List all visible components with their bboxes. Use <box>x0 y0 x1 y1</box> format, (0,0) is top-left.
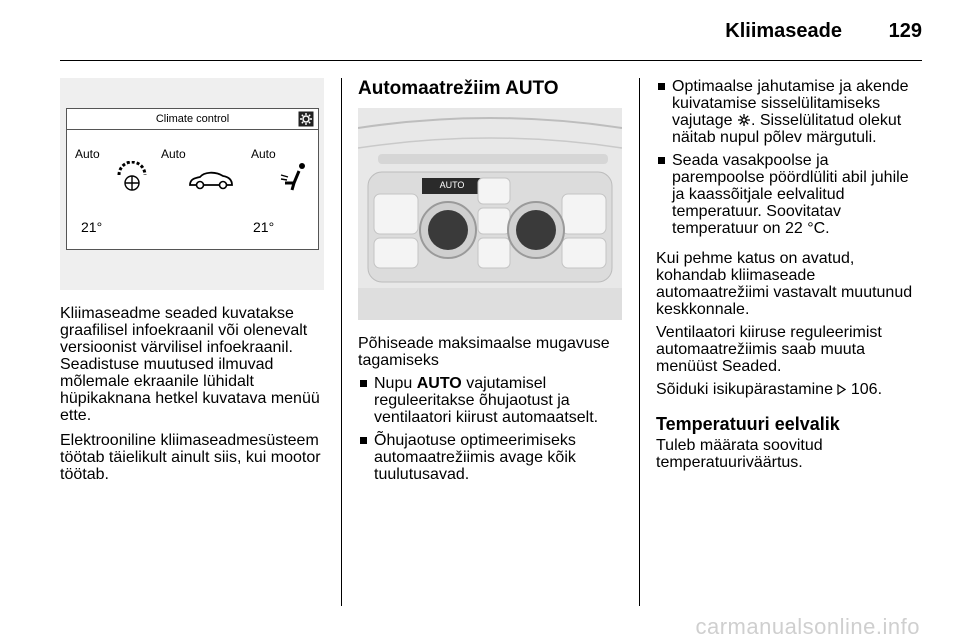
bullet-marker <box>658 83 665 90</box>
auto-keyword: AUTO <box>416 375 462 392</box>
seat-airflow-icon <box>279 161 309 193</box>
fan-speed-icon <box>115 161 149 193</box>
middle-bullet-list <box>358 375 624 489</box>
bullet-cooling: Optimaalse jahutamise ja akende kuivatamise sisselülitamiseks vajutage . Sisselülitatud olekut näitab nupul põlev märgutuli. <box>656 78 921 146</box>
auto-label-right: Auto <box>251 147 276 161</box>
climate-control-panel-figure <box>358 108 622 320</box>
section-heading-auto: Automaatrežiim AUTO <box>358 78 559 99</box>
bullet-marker <box>360 380 367 387</box>
temperature-right: 21° <box>253 219 275 235</box>
snowflake-icon <box>737 113 751 127</box>
column-divider-1 <box>341 78 342 606</box>
reference-page-link[interactable]: 106 <box>850 381 878 398</box>
right-paragraph-temperature: Tuleb määrata soovitud temperatuuriväärtus. <box>656 437 823 471</box>
bullet-temperature-knobs: Seada vasakpoolse ja parempoolse pöördlüliti abil juhile ja kaassõitjale eelvalitud temperatuur. Soovitatav temperatuur on 22 °C. <box>656 152 921 237</box>
auto-label-left: Auto <box>75 147 100 161</box>
bullet-auto: Nupu AUTO vajutamisel reguleeritakse õhujaotust ja ventilaatori kiirust automaatselt. <box>358 375 624 426</box>
chapter-title: Kliimaseade <box>725 20 842 42</box>
climate-screen <box>66 108 319 250</box>
watermark: carmanualsonline.info <box>695 614 920 639</box>
climate-display-figure <box>60 78 324 290</box>
header-rule <box>60 60 922 61</box>
right-paragraph-fan: Ventilaatori kiiruse reguleerimist automaatrežiimis saab muuta menüüst Seaded. <box>656 324 882 375</box>
control-panel-illustration <box>358 108 622 320</box>
right-paragraph-reference: Sõiduki isikupärastamine 106. <box>656 381 883 398</box>
column-divider-2 <box>639 78 640 606</box>
settings-icon <box>298 111 314 127</box>
bullet-marker <box>658 157 665 164</box>
air-distribution-car-icon <box>187 167 235 191</box>
page-header <box>0 0 960 62</box>
screen-title: Climate control <box>67 109 318 130</box>
page-reference-arrow-icon <box>837 384 846 395</box>
auto-button-label: AUTO <box>439 180 465 190</box>
right-bullet-list <box>656 78 921 243</box>
middle-intro: Põhiseade maksimaalse mugavuse tagamiseks <box>358 335 610 369</box>
bullet-air-vents: Õhujaotuse optimeerimiseks automaatrežiimis avage kõik tuulutusavad. <box>358 432 624 483</box>
left-paragraph-2: Elektrooniline kliimaseadmesüsteem töötab täielikult ainult siis, kui mootor töötab. <box>60 432 321 483</box>
page-number: 129 <box>888 20 922 42</box>
auto-label-center: Auto <box>161 147 186 161</box>
temperature-left: 21° <box>81 219 103 235</box>
section-heading-temperature: Temperatuuri eelvalik <box>656 414 840 434</box>
bullet-marker <box>360 437 367 444</box>
left-paragraph-1: Kliimaseadme seaded kuvatakse graafilisel infoekraanil või olenevalt versioonist värvilisel infoekraanil. Seadistuse muutused ilmuvad mõlemale ekraanile lühidalt hüpikaknana hetkel kuvatava menüü ette. <box>60 305 320 424</box>
right-paragraph-softtop: Kui pehme katus on avatud, kohandab kliimaseade automaatrežiimi vastavalt muutunud keskkonnale. <box>656 250 913 318</box>
